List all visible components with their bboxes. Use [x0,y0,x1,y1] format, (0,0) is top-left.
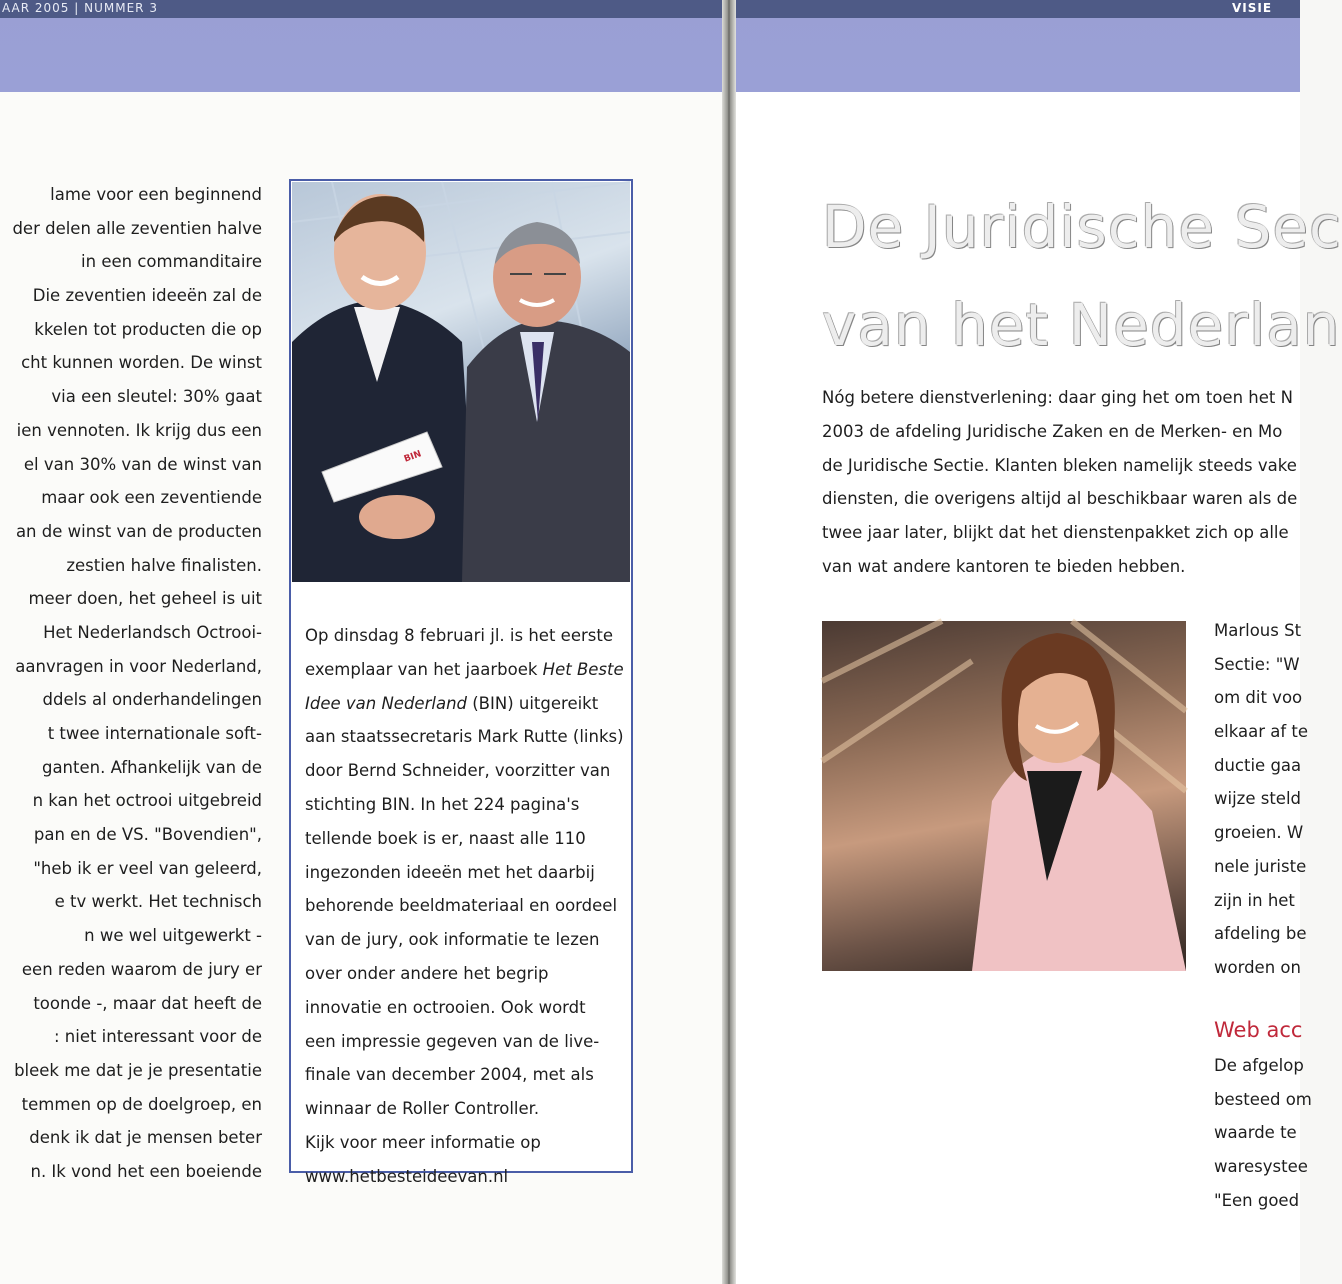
section-label: VISIE [1232,1,1273,15]
body-text-line: ductie gaa [1214,755,1302,775]
article-intro [822,381,1300,584]
body-text-line: worden on [1214,957,1301,977]
body-text-line: waresystee [1214,1157,1308,1177]
body-text-line: "heb ik er veel van geleerd, [33,858,262,878]
page-gutter [722,0,736,1284]
caption-line: innovatie en octrooien. Ook wordt [305,997,586,1017]
body-text-line: zijn in het [1214,890,1295,910]
body-text-line: Die zeventien ideeën zal de [32,286,262,306]
caption-line: ingezonden ideeën met het daarbij [305,862,595,882]
handshake-photo-illustration [292,182,630,582]
body-text-line: in een commanditaire [81,252,262,272]
caption-line: tellende boek is er, naast alle 110 [305,828,586,848]
body-text-line: elkaar af te [1214,722,1309,742]
body-text-line: pan en de VS. "Bovendien", [33,825,262,845]
body-text-line: wijze steld [1214,789,1301,809]
body-text-line: t twee internationale soft- [47,724,262,743]
body-text-line: n. Ik vond het een boeiende [30,1161,262,1181]
caption-line [305,687,625,721]
body-text-line: aanvragen in voor Nederland, [15,656,262,676]
handshake-photo [292,182,630,582]
intro-text-line: 2003 de afdeling Juridische Zaken en de Merken- en Mo [822,421,1283,441]
title-line-1: De Juridische Sec [822,193,1342,261]
body-text-line: n we wel uitgewerkt - [84,926,262,946]
body-text-line: besteed om [1214,1089,1312,1109]
intro-text-line: de Juridische Sectie. Klanten bleken namelijk steeds vake [822,455,1297,475]
caption-line [305,653,625,687]
body-text-line: an de winst van de producten [15,521,262,541]
section-subheading: Web acc [1214,1018,1303,1042]
body-text-line: Het Nederlandsch Octrooi- [43,622,262,642]
body-text-line: toonde -, maar dat heeft de [33,993,262,1013]
body-text-line: el van 30% van de winst van [23,454,262,474]
body-text-line: bleek me dat je je presentatie [14,1060,262,1080]
right-side-column-2 [1214,1049,1312,1217]
feature-box [289,179,633,1186]
woman-photo-illustration [822,621,1186,971]
intro-text-line: diensten, die overigens altijd al beschikbaar waren als de [822,489,1298,509]
title-line-2: van het Nederlan [822,291,1341,359]
body-text-line: lame voor een beginnend [50,185,262,204]
issue-label: AAR 2005 | NUMMER 3 [2,1,158,15]
body-text-line: groeien. W [1214,823,1304,843]
article-title [822,178,1342,374]
body-text-line: waarde te [1214,1123,1297,1143]
caption-text: (BIN) uitgereikt [467,693,599,713]
body-text-line: een reden waarom de jury er [21,959,262,979]
intro-text-line: twee jaar later, blijkt dat het dienstenpakket zich op alle [822,523,1289,543]
caption-line: winnaar de Roller Controller. [305,1099,540,1119]
body-text-line: maar ook een zeventiende [41,488,262,508]
body-text-line: temmen op de doelgroep, en [21,1094,262,1114]
body-text-line: kkelen tot producten die op [34,319,262,339]
caption-line: aan staatssecretaris Mark Rutte (links) [305,727,624,747]
caption-line: door Bernd Schneider, voorzitter van [305,761,611,781]
intro-text-line: Nóg betere dienstverlening: daar ging het om toen het N [822,388,1293,407]
body-text-line: "Een goed [1214,1190,1300,1210]
body-text-line: De afgelop [1214,1056,1304,1075]
caption-text: exemplaar van het jaarboek [305,659,543,679]
intro-text-line: van wat andere kantoren te bieden hebben. [822,556,1186,576]
body-text-line: Sectie: "W [1214,654,1300,674]
body-text-line: n kan het octrooi uitgebreid [32,791,262,811]
body-text-line: ien vennoten. Ik krijg dus een [16,420,262,440]
body-text-line: e tv werkt. Het technisch [54,892,262,912]
body-text-line: via een sleutel: 30% gaat [51,387,262,407]
body-text-line: afdeling be [1214,924,1307,944]
caption-line: Kijk voor meer informatie op [305,1132,541,1152]
woman-photo [822,621,1186,971]
book-title-italic: Het Beste [542,659,624,679]
book-logo: BIN [402,449,423,465]
header-strip [0,0,1300,18]
book-title-italic-2: Idee van Nederland [305,693,467,713]
feature-caption [305,619,625,1194]
body-text-line: denk ik dat je mensen beter [29,1128,262,1148]
caption-line: een impressie gegeven van de live- [305,1031,600,1051]
caption-line: over onder andere het begrip [305,963,549,983]
body-text-line: zestien halve finalisten. [66,555,262,575]
left-body-column [0,178,262,1189]
website-link[interactable]: www.hetbesteideevan.nl [305,1166,509,1186]
body-text-line: : niet interessant voor de [53,1027,262,1047]
caption-line: finale van december 2004, met als [305,1065,594,1085]
caption-line: stichting BIN. In het 224 pagina's [305,794,580,814]
caption-line: Op dinsdag 8 februari jl. is het eerste [305,626,613,645]
body-text-line: nele juriste [1214,856,1307,876]
body-text-line: om dit voo [1214,688,1303,708]
body-text-line: cht kunnen worden. De winst [21,353,262,373]
header-band [0,0,1300,92]
caption-line: van de jury, ook informatie te lezen [305,930,600,950]
right-side-column [1214,614,1309,985]
body-text-line: ganten. Afhankelijk van de [41,757,262,777]
caption-line: behorende beeldmateriaal en oordeel [305,896,618,916]
body-text-line: ddels al onderhandelingen [42,690,262,710]
body-text-line: Marlous St [1214,621,1302,640]
body-text-line: meer doen, het geheel is uit [28,589,262,609]
body-text-line: der delen alle zeventien halve [12,218,262,238]
